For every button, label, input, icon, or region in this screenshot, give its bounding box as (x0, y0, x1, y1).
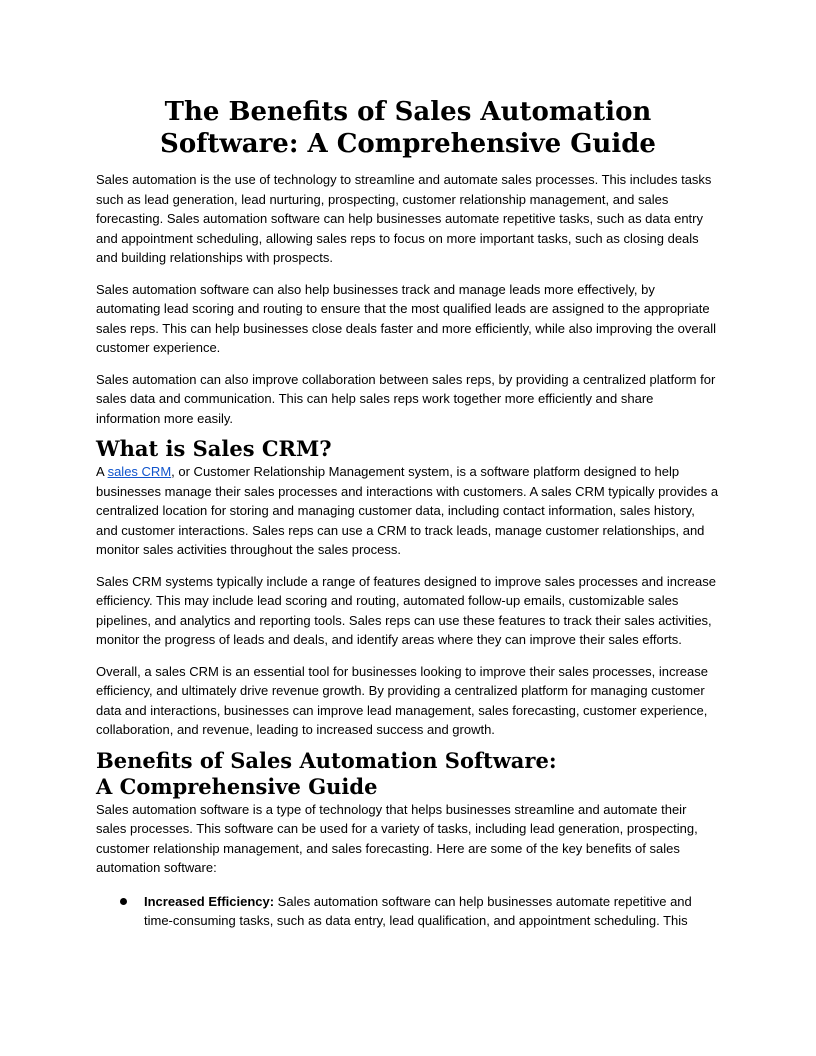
crm-p1-prefix: A (96, 464, 108, 479)
crm-p1-rest: , or Customer Relationship Management system, is a software platform designed to help businesses manage their sales processes and interactions with customers. A sales CRM typically provides a centralized location for storing and managing customer data, including contact information, sales history, and customer interactions. Sales reps can use a CRM to track leads, manage customer relationships, and monitor sales activities throughout the sales process. (96, 464, 719, 557)
crm-paragraph-1 (96, 462, 720, 560)
intro-paragraph-3: Sales automation can also improve collaboration between sales reps, by providing a centralized platform for sales data and communication. This can help sales reps work together more efficiently and share information more easily. (96, 371, 716, 426)
crm-paragraph-2: Sales CRM systems typically include a range of features designed to improve sales processes and increase efficiency. This may include lead scoring and routing, automated follow-up emails, customizable sales pipelines, and analytics and reporting tools. Sales reps can use these features to track their sales activities, monitor the progress of leads and deals, and identify areas where they can improve their sales efforts. (96, 573, 716, 647)
benefits-section-heading: Benefits of Sales Automation Software: A Comprehensive Guide (96, 747, 557, 799)
benefit-label: Increased Efficiency: (144, 893, 275, 909)
sales-crm-link[interactable]: sales CRM (107, 464, 172, 479)
intro-paragraph-1: Sales automation is the use of technology to streamline and automate sales processes. This includes tasks such as lead generation, lead nurturing, prospecting, customer relationship management, and sales forecasting. Sales automation software can help businesses automate repetitive tasks, such as data entry and appointment scheduling, allowing sales reps to focus on more important tasks, such as closing deals and building relationships with prospects. (96, 172, 712, 265)
benefit-item-increased-efficiency (144, 892, 720, 931)
crm-paragraph-3: Overall, a sales CRM is an essential tool for businesses looking to improve their sales processes, increase efficiency, and ultimately drive revenue growth. By providing a centralized platform for managing customer data and interactions, businesses can improve lead management, sales forecasting, customer experience, collaboration, and revenue, leading to increased success and growth. (96, 663, 708, 737)
benefits-paragraph-1: Sales automation software is a type of technology that helps businesses streamline and automate their sales processes. This software can be used for a variety of tasks, including lead generation, prospecting, customer relationship management, and sales forecasting. Here are some of the key benefits of sales automation software: (96, 801, 698, 875)
benefits-list (96, 892, 720, 931)
document-title: The Benefits of Sales Automation Software: A Comprehensive Guide (160, 97, 656, 159)
intro-paragraph-2: Sales automation software can also help businesses track and manage leads more effectively, by automating lead scoring and routing to ensure that the most qualified leads are assigned to the appropriate sales reps. This can help businesses close deals faster and more efficiently, while also improving the overall customer experience. (96, 281, 716, 355)
crm-section-heading: What is Sales CRM? (96, 436, 332, 461)
bullet-icon (120, 898, 127, 905)
benefit-text: Sales automation software can help businesses automate repetitive and time-consuming tasks, such as data entry, lead qualification, and appointment scheduling. This (144, 893, 692, 928)
